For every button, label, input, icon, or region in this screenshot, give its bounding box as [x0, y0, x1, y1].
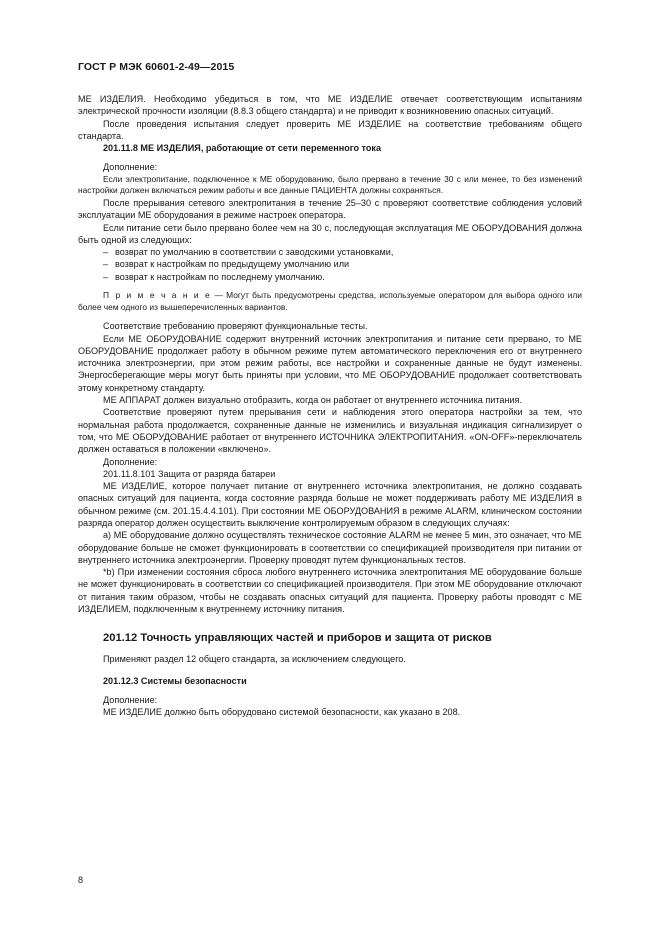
document-body [78, 93, 582, 719]
list-dash: – [103, 271, 109, 282]
list-item [78, 258, 582, 270]
paragraph: После проведения испытания следует проверить МЕ ИЗДЕЛИЕ на соответствие требованиям общего стандарта. [78, 118, 582, 141]
paragraph: а) МЕ оборудование должно осуществлять техническое состояние ALARM не менее 5 мин, это означает, что МЕ оборудование больше не сможет функционировать в соответствии со спецификацией производителя при питании от внутреннего источника электроэнергии. Проверку проводят путем функциональных тестов. [78, 530, 582, 565]
paragraph: Соответствие требованию проверяют функциональные тесты. [103, 321, 368, 332]
list-item [78, 271, 582, 283]
document-header: ГОСТ Р МЭК 60601-2-49—2015 [78, 61, 235, 73]
subsection-heading: 201.11.8.101 Защита от разряда батареи [103, 468, 276, 479]
section-heading: 201.12.3 Системы безопасности [103, 675, 247, 686]
paragraph: МЕ АППАРАТ должен визуально отобразить, когда он работает от внутреннего источника питания. [103, 395, 523, 406]
page-number: 8 [78, 875, 84, 885]
addition-label: Дополнение: [103, 694, 158, 705]
paragraph: Если питание сети было прервано более чем на 30 с, последующая эксплуатация МЕ ОБОРУДОВАНИЯ должна быть одной из следующих: [78, 222, 582, 245]
section-heading-major: 201.12 Точность управляющих частей и приборов и защита от рисков [103, 632, 492, 645]
list-dash: – [103, 247, 109, 258]
section-heading: 201.11.8 МЕ ИЗДЕЛИЯ, работающие от сети переменного тока [103, 143, 382, 154]
paragraph: МЕ ИЗДЕЛИЕ, которое получает питание от внутреннего источника электропитания, не должно создавать опасных ситуаций для пациента, когда состояние разряда больше не может поддерживать работу МЕ ИЗДЕЛИЯ в обычном режиме (см. 201.15.4.4.101). При состоянии МЕ ОБОРУДОВАНИЯ в режиме ALARM, клиническом состоянии разряда оператор должен осуществить выключение контролируемым образом в следующих случаях: [78, 481, 582, 528]
paragraph: Соответствие проверяют путем прерывания сети и наблюдения этого оператора настройки за тем, что нормальная работа продолжается, сохраненные данные не изменились и визуальная индикация сигнализирует о том, что МЕ ОБОРУДОВАНИЕ работает от внутреннего ИСТОЧНИКА ЭЛЕКТРОПИТАНИЯ. «ON-OFF»-переключатель должен оставаться в положении «включено». [78, 407, 582, 455]
addition-label: Дополнение: [103, 456, 158, 467]
list-dash: – [103, 259, 109, 270]
list-item [78, 246, 582, 258]
paragraph: После прерывания сетевого электропитания в течение 25–30 с проверяют соответствие соблюдения условий эксплуатации МЕ оборудования в режиме настроек оператора. [78, 197, 582, 221]
list-item-text: возврат по умолчанию в соответствии с заводскими установками, [115, 247, 394, 258]
list-item-text: возврат к настройкам по предыдущему умолчанию или [115, 259, 350, 270]
paragraph: МЕ ИЗДЕЛИЕ должно быть оборудовано системой безопасности, как указано в 208. [103, 707, 461, 718]
paragraph: Если МЕ ОБОРУДОВАНИЕ содержит внутренний источник электропитания и питание сети прервано, то МЕ ОБОРУДОВАНИЕ продолжает работу в обычном режиме путем автоматического переключения его от внутреннего источника электроэнергии, при этом режим работы, все настройки и сохраненные данные не будут изменены. Энергосберегающие меры могут быть приняты при условии, что МЕ ОБОРУДОВАНИЕ продолжает соответствовать этому конкретному стандарту. [78, 333, 582, 393]
paragraph: МЕ ИЗДЕЛИЯ. Необходимо убедиться в том, что МЕ ИЗДЕЛИЕ отвечает соответствующим испытаниям электрической прочности изоляции (8.8.3 общего стандарта) и не приводит к возникновению опасных ситуаций. [78, 94, 582, 117]
addition-label: Дополнение: [103, 162, 158, 173]
note [78, 290, 582, 313]
list-item-text: возврат к настройкам по последнему умолчанию. [115, 271, 325, 282]
note-text: — Могут быть предусмотрены средства, используемые оператором для выбора одного или более чем одного из вышеперечисленных вариантов. [78, 290, 582, 312]
paragraph: Применяют раздел 12 общего стандарта, за исключением следующего. [103, 654, 406, 665]
note-label: П р и м е ч а н и е [103, 290, 212, 301]
paragraph: Если электропитание, подключенное к МЕ оборудованию, было прервано в течение 30 с или менее, то без изменений настройки должен включаться режим работы и все данные ПАЦИЕНТА должны сохраняться. [78, 173, 582, 196]
paragraph: *b) При изменении состояния сброса любого внутреннего источника электропитания МЕ оборудование больше не может функционировать в соответствии со спецификацией производителя. При этом МЕ оборудование отключают от питания таким образом, чтобы не создавать опасных ситуаций для пациента. Проверку работы проводят с МЕ ИЗДЕЛИЕМ, подключенным к внутреннему источнику питания. [78, 567, 582, 615]
